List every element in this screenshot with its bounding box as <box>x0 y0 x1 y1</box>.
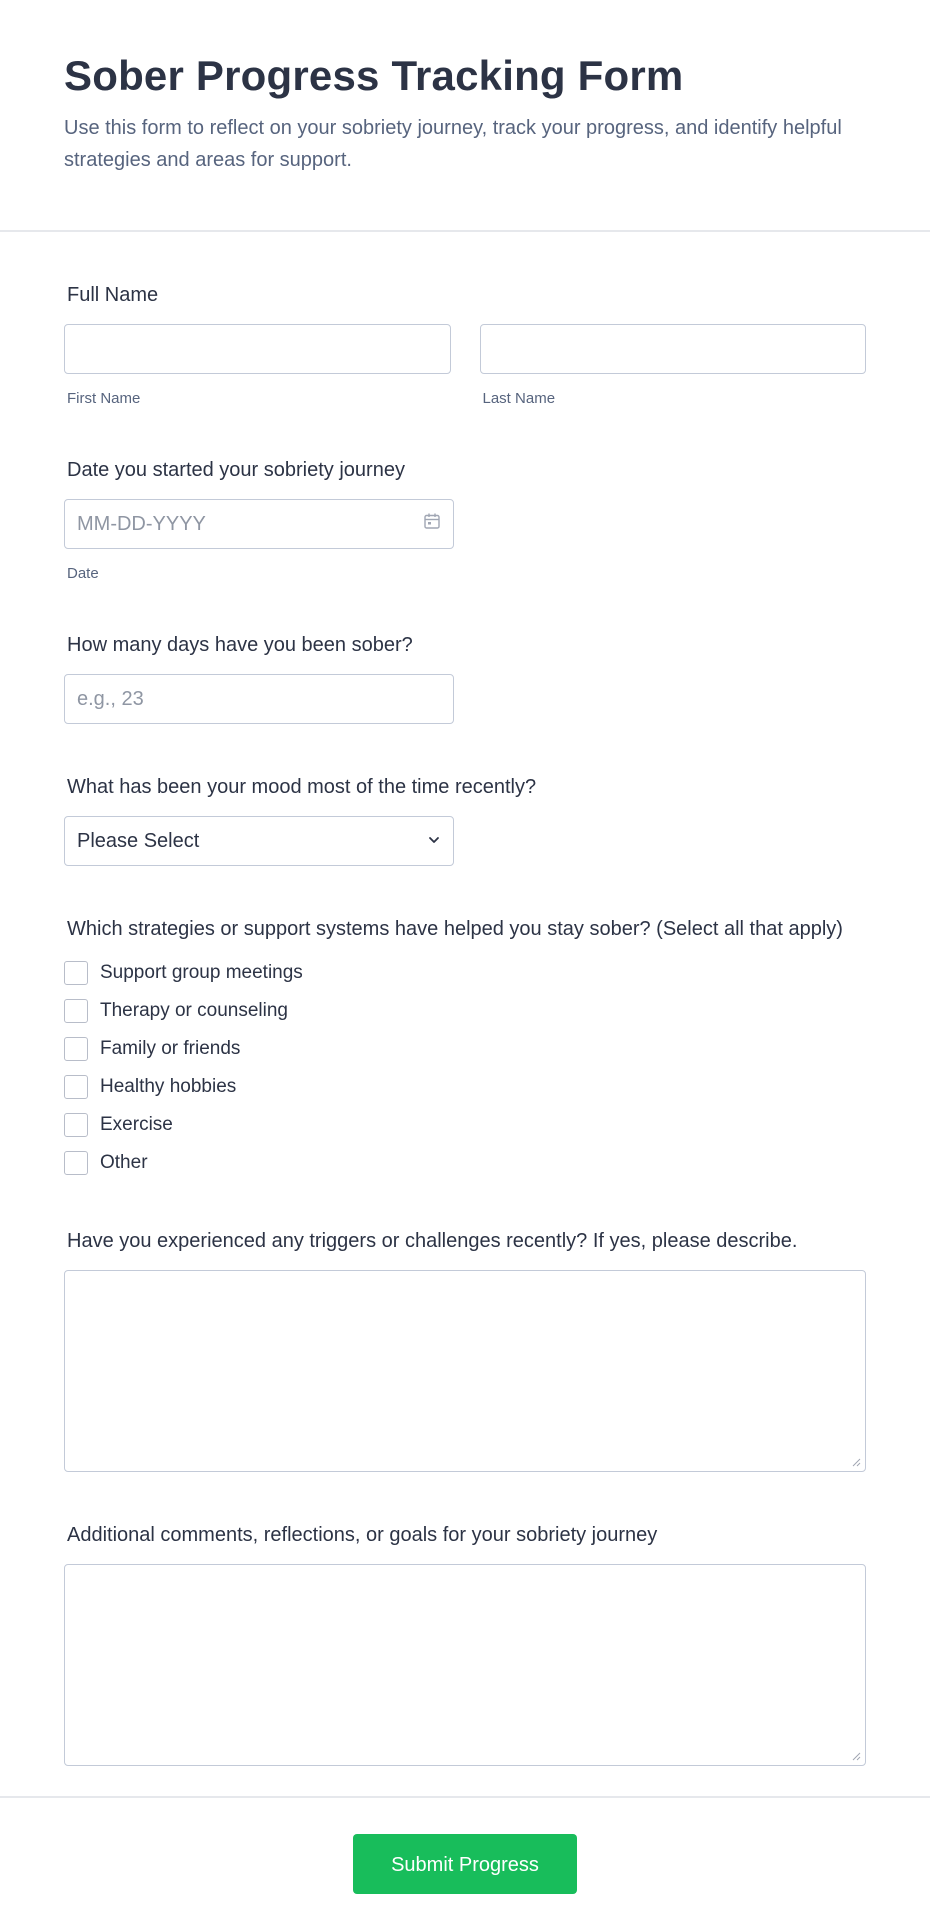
checkbox[interactable] <box>64 999 88 1023</box>
checkbox-option[interactable] <box>64 954 866 992</box>
page-title: Sober Progress Tracking Form <box>64 52 684 99</box>
mood-selected-value: Please Select <box>77 829 200 852</box>
triggers-textarea[interactable] <box>64 1270 866 1472</box>
checkbox[interactable] <box>64 1113 88 1137</box>
form-body <box>0 232 930 1766</box>
first-name-sublabel: First Name <box>67 390 141 407</box>
submit-button[interactable]: Submit Progress <box>353 1834 577 1894</box>
checkbox-option[interactable] <box>64 992 866 1030</box>
triggers-label: Have you experienced any triggers or challenges recently? If yes, please describe. <box>67 1230 798 1252</box>
start-date-sublabel: Date <box>67 565 99 582</box>
calendar-icon[interactable] <box>423 512 441 536</box>
comments-textarea[interactable] <box>64 1564 866 1766</box>
checkbox-option[interactable] <box>64 1068 866 1106</box>
form-header <box>0 0 930 232</box>
last-name-input[interactable] <box>480 324 867 374</box>
strategies-field <box>64 916 866 1182</box>
checkbox-label[interactable]: Support group meetings <box>100 962 303 983</box>
strategies-checkbox-list <box>64 954 866 1182</box>
mood-label: What has been your mood most of the time recently? <box>67 776 537 798</box>
checkbox-option[interactable] <box>64 1144 866 1182</box>
first-name-input[interactable] <box>64 324 451 374</box>
mood-select[interactable] <box>64 816 454 866</box>
resize-handle-icon[interactable] <box>851 1457 861 1467</box>
chevron-down-icon <box>427 830 441 853</box>
days-sober-placeholder: e.g., 23 <box>77 687 144 710</box>
start-date-field <box>64 457 866 582</box>
resize-handle-icon[interactable] <box>851 1751 861 1761</box>
last-name-sublabel: Last Name <box>482 390 556 407</box>
checkbox-label[interactable]: Healthy hobbies <box>100 1076 237 1097</box>
checkbox-option[interactable] <box>64 1030 866 1068</box>
full-name-label: Full Name <box>67 284 159 306</box>
days-sober-field <box>64 632 866 724</box>
checkbox[interactable] <box>64 961 88 985</box>
checkbox-option[interactable] <box>64 1106 866 1144</box>
checkbox-label[interactable]: Therapy or counseling <box>100 1000 288 1021</box>
full-name-field <box>64 282 866 407</box>
start-date-label: Date you started your sobriety journey <box>67 459 405 481</box>
triggers-field <box>64 1228 866 1472</box>
page-subtitle: Use this form to reflect on your sobriety journey, track your progress, and identify helpful strategies and areas for support. <box>64 117 842 171</box>
comments-field <box>64 1522 866 1766</box>
checkbox-label[interactable]: Other <box>100 1152 148 1173</box>
checkbox[interactable] <box>64 1151 88 1175</box>
form-footer <box>0 1796 930 1894</box>
checkbox-label[interactable]: Exercise <box>100 1114 173 1135</box>
days-sober-label: How many days have you been sober? <box>67 634 413 656</box>
start-date-input[interactable] <box>64 499 454 549</box>
checkbox[interactable] <box>64 1037 88 1061</box>
mood-field <box>64 774 866 866</box>
start-date-placeholder: MM-DD-YYYY <box>77 512 206 535</box>
days-sober-input[interactable] <box>64 674 454 724</box>
strategies-label: Which strategies or support systems have helped you stay sober? (Select all that apply) <box>67 918 843 940</box>
checkbox[interactable] <box>64 1075 88 1099</box>
checkbox-label[interactable]: Family or friends <box>100 1038 241 1059</box>
comments-label: Additional comments, reflections, or goals for your sobriety journey <box>67 1524 658 1546</box>
